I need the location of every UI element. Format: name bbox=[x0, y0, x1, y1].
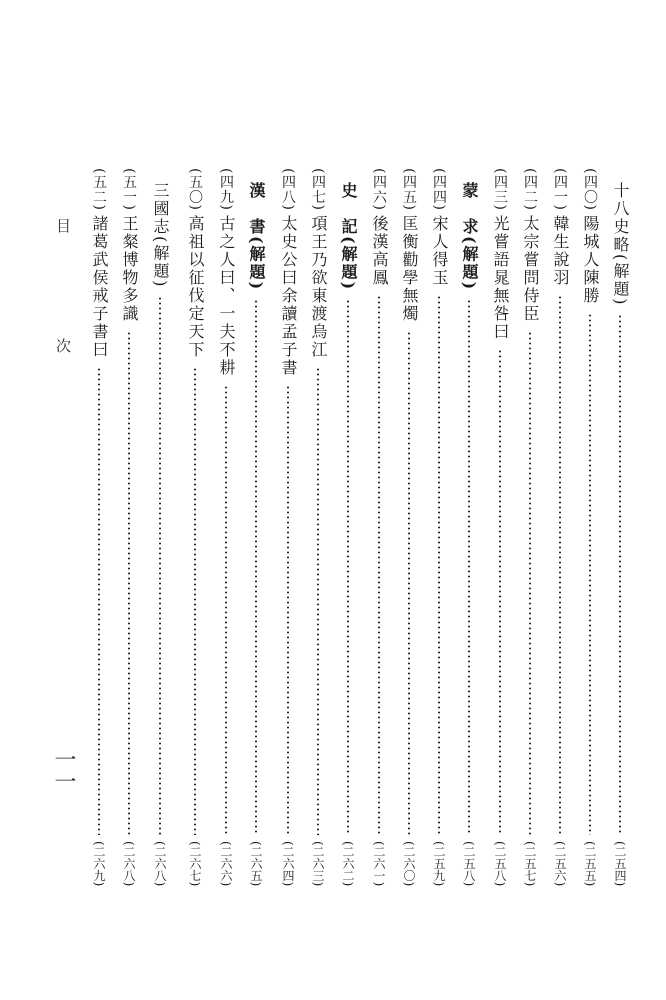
page-number: (二五六) bbox=[553, 840, 567, 886]
entry-number: (四五) bbox=[401, 168, 417, 211]
entry-title: 匡衡勸學無燭 bbox=[400, 214, 419, 323]
page-number: (二五八) bbox=[462, 840, 476, 886]
dot-leader bbox=[438, 295, 440, 835]
toc-entry bbox=[519, 168, 541, 886]
section-title: 漢 書(解題) bbox=[247, 182, 266, 292]
dot-leader bbox=[287, 385, 289, 835]
dot-leader bbox=[255, 299, 257, 834]
entry-number: (四九) bbox=[218, 168, 234, 211]
page-number: (二五七) bbox=[523, 840, 537, 886]
page-number: (二六九) bbox=[92, 840, 106, 886]
toc-entry bbox=[579, 168, 601, 886]
entry-number: (四八) bbox=[280, 168, 296, 211]
page-number: (二六三) bbox=[311, 840, 325, 886]
entry-number: (四二) bbox=[522, 168, 538, 211]
page-number: (二六一) bbox=[372, 840, 386, 886]
toc-entry bbox=[337, 168, 359, 886]
section-title: 十八史略(解題) bbox=[611, 182, 630, 307]
entry-number: (四三) bbox=[492, 168, 508, 211]
entry-number: (五〇) bbox=[187, 168, 203, 211]
page-number: (二六八) bbox=[153, 840, 167, 886]
page-number: (二六四) bbox=[281, 840, 295, 886]
dot-leader bbox=[529, 331, 531, 835]
dot-leader bbox=[317, 367, 319, 835]
page-number: (二五九) bbox=[432, 840, 446, 886]
entry-title: 宋人得玉 bbox=[430, 214, 449, 287]
entry-number: (五一) bbox=[121, 168, 137, 211]
entry-title: 項王乃欲東渡烏江 bbox=[309, 214, 328, 359]
toc-entry bbox=[368, 168, 390, 886]
entry-number: (四四) bbox=[431, 168, 447, 211]
entry-number: (四〇) bbox=[582, 168, 598, 211]
entry-title: 高祖以征伐定天下 bbox=[186, 214, 205, 359]
entry-title: 諸葛武侯戒子書曰 bbox=[90, 214, 109, 359]
toc-entry bbox=[609, 168, 631, 886]
page-number: (二五四) bbox=[613, 840, 627, 886]
toc-entry bbox=[184, 168, 206, 886]
entry-number: (四六) bbox=[371, 168, 387, 211]
dot-leader bbox=[194, 367, 196, 835]
page-number: (二六〇) bbox=[402, 840, 416, 886]
dot-leader bbox=[98, 367, 100, 835]
toc-entry bbox=[245, 168, 267, 886]
entry-number: (四七) bbox=[310, 168, 326, 211]
dot-leader bbox=[347, 299, 349, 834]
dot-leader bbox=[468, 299, 470, 834]
dot-leader bbox=[378, 295, 380, 835]
page-number: (二六五) bbox=[249, 840, 263, 886]
dot-leader bbox=[589, 313, 591, 835]
entry-title: 太史公曰余讀孟子書 bbox=[279, 214, 298, 377]
entry-number: (四一) bbox=[552, 168, 568, 211]
page-number: (二六七) bbox=[188, 840, 202, 886]
toc-entry bbox=[118, 168, 140, 886]
dot-leader bbox=[159, 296, 161, 834]
dot-leader bbox=[225, 385, 227, 835]
section-title: 蒙 求(解題) bbox=[460, 182, 479, 292]
page-number: (二六六) bbox=[219, 840, 233, 886]
toc-entry bbox=[149, 168, 171, 886]
toc-entry bbox=[549, 168, 571, 886]
page-number: (二五五) bbox=[583, 840, 597, 886]
section-title: 史 記(解題) bbox=[339, 182, 358, 292]
toc-entry bbox=[489, 168, 511, 886]
dot-leader bbox=[559, 295, 561, 835]
section-title: 三國志(解題) bbox=[151, 182, 170, 289]
entry-title: 王粲博物多識 bbox=[120, 214, 139, 323]
toc-entry bbox=[215, 168, 237, 886]
toc-entry bbox=[458, 168, 480, 886]
toc-entry bbox=[88, 168, 110, 886]
folio-page-number: 一一 bbox=[51, 748, 76, 792]
entry-title: 後漢高鳳 bbox=[370, 214, 389, 287]
entry-title: 太宗嘗問侍臣 bbox=[521, 214, 540, 323]
toc-entry bbox=[428, 168, 450, 886]
entry-title: 韓生說羽 bbox=[551, 214, 570, 287]
dot-leader bbox=[499, 349, 501, 835]
dot-leader bbox=[408, 331, 410, 835]
toc-entry bbox=[307, 168, 329, 886]
page-number: (二五八) bbox=[493, 840, 507, 886]
toc-entry bbox=[398, 168, 420, 886]
entry-title: 光嘗語晁無咎曰 bbox=[491, 214, 510, 341]
entry-number: (五二) bbox=[91, 168, 107, 211]
dot-leader bbox=[128, 331, 130, 835]
entry-title: 陽城人陳勝 bbox=[581, 214, 600, 305]
entry-title: 古之人曰、一夫不耕 bbox=[217, 214, 236, 377]
dot-leader bbox=[619, 314, 621, 834]
running-header: 目 次 bbox=[54, 218, 72, 403]
page-number: (二六八) bbox=[122, 840, 136, 886]
page-number: (二六二) bbox=[341, 840, 355, 886]
toc-entry bbox=[277, 168, 299, 886]
